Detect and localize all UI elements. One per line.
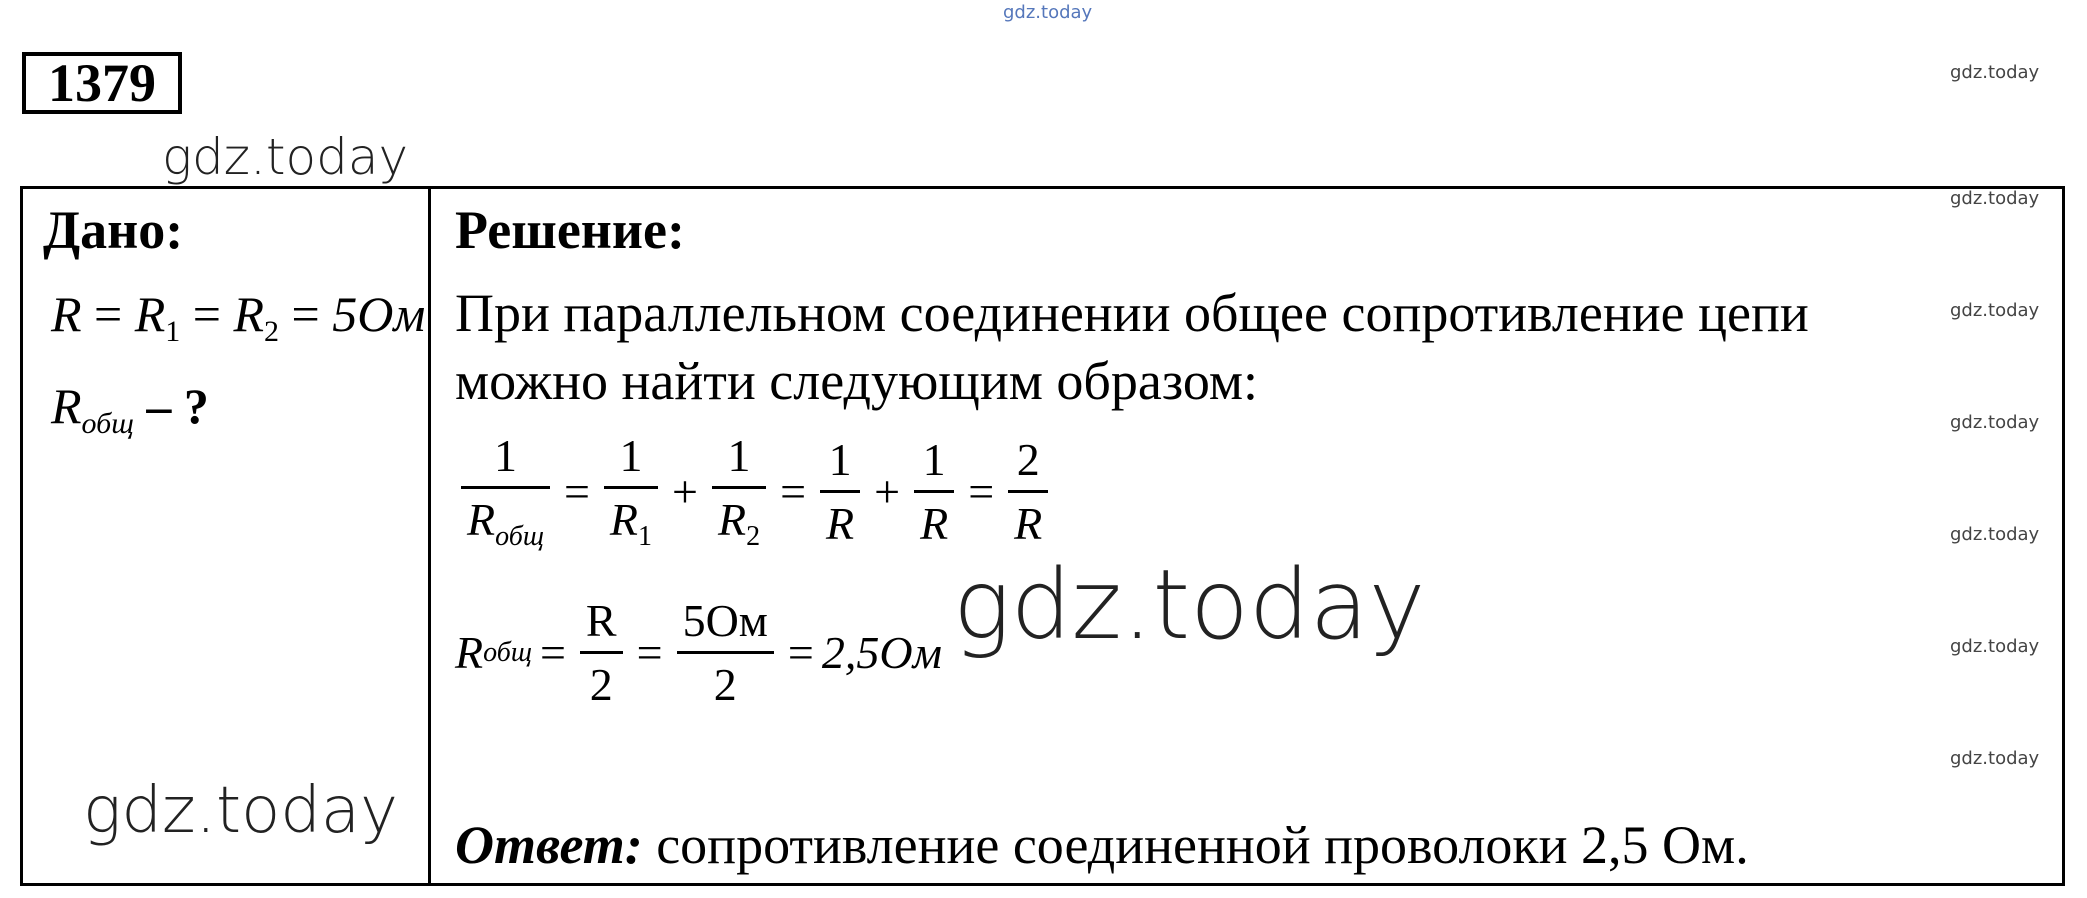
answer-line bbox=[455, 814, 1749, 876]
fraction-total: $\frac{1}{R_{общ}}$ bbox=[461, 429, 550, 553]
fraction-r-b: $\frac{1}{R}$ bbox=[914, 433, 954, 550]
watermark-right-2: gdz.today bbox=[1950, 188, 2040, 209]
find-quantity: $R_{общ}$ – ? bbox=[51, 378, 209, 440]
watermark-bottom-left: gdz.today bbox=[83, 774, 398, 848]
fraction-5-over-2: $\frac{5Ом}{2}$ bbox=[677, 594, 774, 711]
solution-table bbox=[20, 186, 2065, 886]
parallel-resistance-equation: $\frac{1}{R_{общ}}$ = $\frac{1}{R_1}$ + $\frac{1}{R_2}$ = $\frac{1}{R}$ + $\frac{1}{R}$ = $\frac{2}{R}$ bbox=[455, 429, 1054, 553]
watermark-right-7: gdz.today bbox=[1950, 748, 2040, 769]
column-divider bbox=[428, 189, 431, 883]
solution-text: При параллельном соединении общее сопротивление цепи можно найти следующим образом: bbox=[455, 283, 1809, 411]
watermark-right-6: gdz.today bbox=[1950, 636, 2040, 657]
answer-label: Ответ: bbox=[455, 815, 643, 875]
watermark-right-4: gdz.today bbox=[1950, 412, 2040, 433]
given-formula: $R = R_1 = R_2 = 5Ом$ bbox=[51, 286, 426, 348]
fraction-r-a: $\frac{1}{R}$ bbox=[820, 433, 860, 550]
answer-text: сопротивление соединенной проволоки 2,5 Ом. bbox=[656, 815, 1749, 875]
total-resistance-calculation: R общ = $\frac{R}{2}$ = $\frac{5Ом}{2}$ = 2,5Ом bbox=[455, 595, 942, 710]
fraction-r1: $\frac{1}{R_1}$ bbox=[604, 429, 658, 553]
problem-number: 1379 bbox=[22, 52, 182, 114]
watermark-right-5: gdz.today bbox=[1950, 524, 2040, 545]
watermark-right-1: gdz.today bbox=[1950, 62, 2040, 83]
watermark-under-number: gdz.today bbox=[162, 128, 409, 186]
watermark-top: gdz.today bbox=[1003, 2, 1093, 23]
watermark-center: gdz.today bbox=[953, 549, 1426, 661]
fraction-two-r: $\frac{2}{R}$ bbox=[1008, 433, 1048, 550]
fraction-r-over-2: $\frac{R}{2}$ bbox=[580, 594, 623, 711]
solution-heading: Решение: bbox=[455, 200, 685, 260]
watermark-right-3: gdz.today bbox=[1950, 300, 2040, 321]
given-heading: Дано: bbox=[43, 200, 184, 260]
fraction-r2: $\frac{1}{R_2}$ bbox=[712, 429, 766, 553]
